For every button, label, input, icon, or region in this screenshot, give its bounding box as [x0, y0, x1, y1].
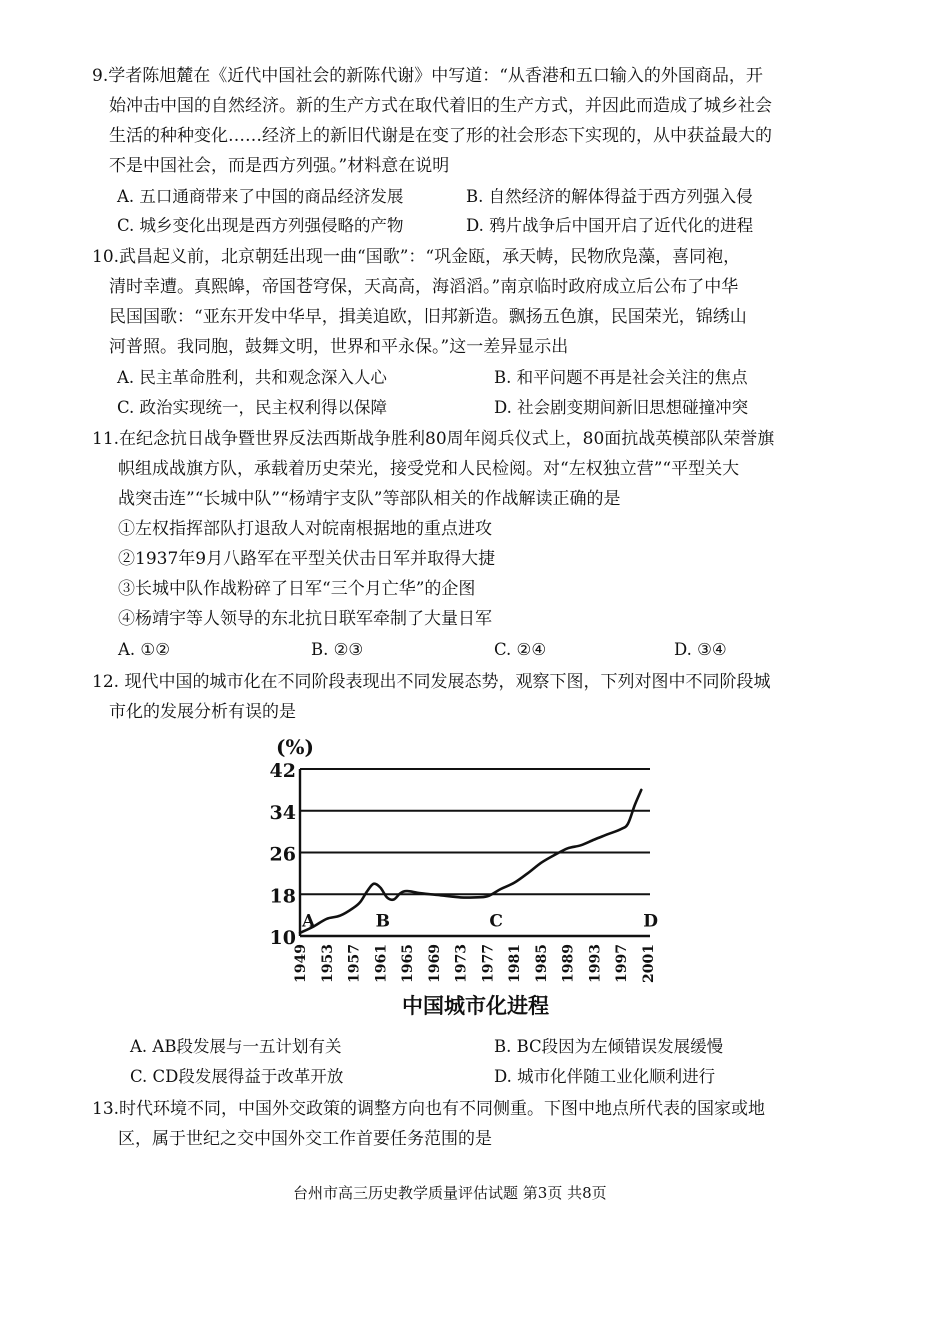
q11-statement-4: ④杨靖宇等人领导的东北抗日联军牵制了大量日军	[118, 609, 492, 629]
q11-line-3: 战突击连”“长城中队”“杨靖宇支队”等部队相关的作战解读正确的是	[118, 489, 621, 509]
xtick-label-1969: 1969	[426, 944, 443, 983]
q10-option-d: D. 社会剧变期间新旧思想碰撞冲突	[494, 398, 749, 417]
q12-option-c: C. CD段发展得益于改革开放	[130, 1067, 344, 1086]
q9-line-1: 9.学者陈旭麓在《近代中国社会的新陈代谢》中写道：“从香港和五口输入的外国商品，开	[92, 66, 763, 86]
q12-option-a: A. AB段发展与一五计划有关	[130, 1037, 342, 1056]
page-footer: 台州市高三历史教学质量评估试题 第3页 共8页	[293, 1184, 607, 1202]
xtick-label-1997: 1997	[614, 944, 631, 983]
q11-line-2: 帜组成战旗方队，承载着历史荣光，接受党和人民检阅。对“左权独立营”“平型关大	[118, 459, 740, 479]
xtick-label-2001: 2001	[641, 944, 657, 983]
point-label-b: B	[375, 911, 390, 932]
q11-line-1: 11.在纪念抗日战争暨世界反法西斯战争胜利80周年阅兵仪式上，80面抗战英模部队荣誉旗	[92, 429, 775, 449]
ytick-label-34: 34	[269, 801, 296, 824]
xtick-label-1981: 1981	[507, 944, 524, 983]
q9-line-2: 始冲击中国的自然经济。新的生产方式在取代着旧的生产方式，并因此而造成了城乡社会	[109, 96, 772, 116]
q11-option-b: B. ②③	[311, 640, 364, 659]
q10-option-c: C. 政治实现统一，民主权利得以保障	[117, 398, 388, 417]
urbanization-chart	[260, 728, 690, 988]
xtick-label-1993: 1993	[587, 944, 604, 983]
q11-option-a: A. ①②	[118, 640, 170, 659]
y-axis-unit-label: (%)	[276, 735, 314, 759]
q10-line-1: 10.武昌起义前，北京朝廷出现一曲“国歌”：“巩金瓯，承天帱，民物欣凫藻，喜同袍，	[92, 247, 741, 267]
q10-option-b: B. 和平问题不再是社会关注的焦点	[494, 368, 748, 387]
q11-option-c: C. ②④	[494, 640, 547, 659]
point-label-d: D	[643, 911, 659, 932]
xtick-label-1965: 1965	[400, 944, 417, 983]
q11-statement-1: ①左权指挥部队打退敌人对皖南根据地的重点进攻	[118, 519, 492, 539]
q13-line-1: 13.时代环境不同，中国外交政策的调整方向也有不同侧重。下图中地点所代表的国家或地	[92, 1099, 766, 1119]
ytick-label-18: 18	[269, 885, 296, 908]
q12-option-d: D. 城市化伴随工业化顺利进行	[494, 1067, 716, 1086]
xtick-label-1957: 1957	[346, 944, 363, 983]
chart-title: 中国城市化进程	[402, 993, 549, 1018]
q10-line-4: 河普照。我同胞，鼓舞文明，世界和平永保。”这一差异显示出	[109, 337, 569, 357]
q11-option-d: D. ③④	[674, 640, 727, 659]
q11-statement-2: ②1937年9月八路军在平型关伏击日军并取得大捷	[118, 549, 496, 569]
q12-line-2: 市化的发展分析有误的是	[109, 702, 296, 722]
q9-option-c: C. 城乡变化出现是西方列强侵略的产物	[117, 216, 404, 235]
q10-line-2: 清时幸遭。真熙皞，帝国苍穹保，天高高，海滔滔。”南京临时政府成立后公布了中华	[109, 277, 739, 297]
ytick-label-26: 26	[269, 843, 296, 866]
q11-statement-3: ③长城中队作战粉碎了日军“三个月亡华”的企图	[118, 579, 476, 599]
q9-option-b: B. 自然经济的解体得益于西方列强入侵	[466, 187, 753, 206]
q10-line-3: 民国国歌：“亚东开发中华早，揖美追欧，旧邦新造。飘扬五色旗，民国荣光，锦绣山	[109, 307, 747, 327]
ytick-label-10: 10	[269, 927, 296, 949]
ytick-label-42: 42	[269, 760, 296, 782]
xtick-label-1949: 1949	[293, 944, 309, 983]
xtick-label-1977: 1977	[480, 944, 497, 983]
q12-option-b: B. BC段因为左倾错误发展缓慢	[494, 1037, 724, 1056]
q9-line-3: 生活的种种变化……经济上的新旧代谢是在变了形的社会形态下实现的，从中获益最大的	[109, 126, 772, 146]
point-label-c: C	[489, 911, 503, 932]
xtick-label-1985: 1985	[533, 944, 550, 983]
xtick-label-1961: 1961	[373, 944, 390, 983]
q9-option-a: A. 五口通商带来了中国的商品经济发展	[117, 187, 404, 206]
xtick-label-1953: 1953	[319, 944, 336, 983]
q10-option-a: A. 民主革命胜利，共和观念深入人心	[117, 368, 387, 387]
q9-option-d: D. 鸦片战争后中国开启了近代化的进程	[466, 216, 754, 235]
point-label-a: A	[302, 911, 316, 932]
q12-line-1: 12. 现代中国的城市化在不同阶段表现出不同发展态势，观察下图，下列对图中不同阶段城	[92, 672, 771, 692]
q9-line-4: 不是中国社会，而是西方列强。”材料意在说明	[109, 156, 450, 176]
xtick-label-1973: 1973	[453, 944, 470, 983]
q13-line-2: 区，属于世纪之交中国外交工作首要任务范围的是	[118, 1129, 492, 1149]
xtick-label-1989: 1989	[560, 944, 577, 983]
